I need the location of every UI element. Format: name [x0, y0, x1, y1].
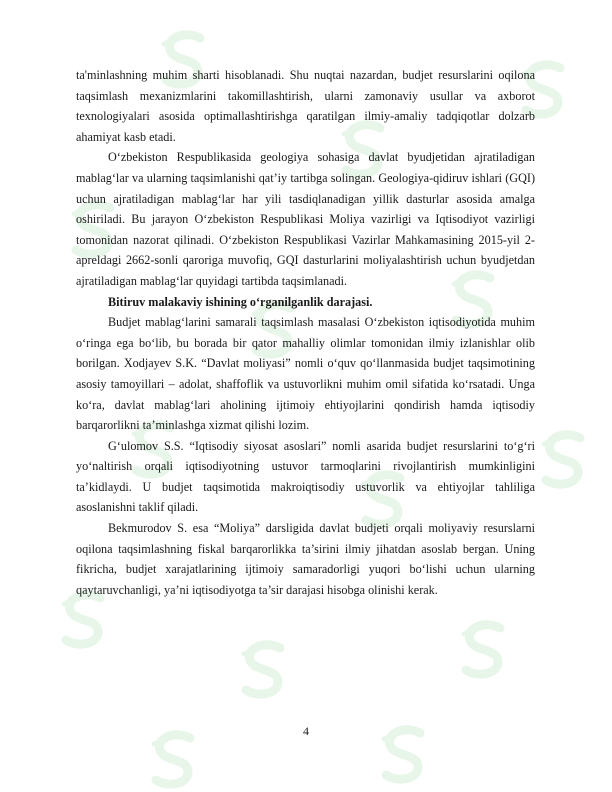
- paragraph-xodjayev: Budjet mablag‘larini samarali taqsimlash masalasi O‘zbekiston iqtisodiyotida muhim o‘ringa ega bo‘lib, bu borada bir qator mahalliy olimlar tomonidan ilmiy izlanishlar olib borilgan. Xodjayev S.K. “Davlat moliyasi” nomli o‘quv qo‘llanmasida budjet taqsimotining asosiy tamoyillari – adolat, shaffoflik va ustuvorlikni muhim omil sifatida ko‘rsatadi. Unga ko‘ra, davlat mablag‘lari aholining ijtimoiy ehtiyojlarini qondirish hamda iqtisodiy barqarorlikni ta’minlashga xizmat qilishi lozim.: [76, 315, 535, 433]
- paragraph-geology-budget: O‘zbekiston Respublikasida geologiya sohasiga davlat byudjetidan ajratiladigan mablag‘lar va ularning taqsimlanishi qat’iy tartibga solingan. Geologiya-qidiruv ishlari (GQI) uchun ajratiladigan mablag‘lar har yili tasdiqlanadigan yillik dasturlar asosida amalga oshiriladi. Bu jarayon O‘zbekiston Respublikasi Moliya vazirligi va Iqtisodiyot vazirligi tomonidan nazorat qilinadi. O‘zbekiston Respublikasi Vazirlar Mahkamasining 2015-yil 2-apreldagi 2662-sonli qaroriga muvofiq, GQI dasturlarini moliyalashtirish uchun byudjetdan ajratiladigan mablag‘lar quyidagi tartibda taqsimlanadi.: [76, 150, 535, 288]
- watermark-logo-icon: [150, 730, 200, 790]
- paragraph-continuation: ta'minlashning muhim sharti hisoblanadi. Shu nuqtai nazardan, budjet resurslarini oqilona taqsimlash mexanizmlarini takomillashtirish, ularni zamonaviy usullar va axborot texnologiyalari asosida optimallashtirishga qaratilgan ilmiy-amaliy tadqiqotlar dolzarb ahamiyat kasb etadi.: [76, 68, 535, 144]
- body-text: [76, 65, 535, 600]
- watermark-logo-icon: [540, 430, 590, 490]
- watermark-logo-icon: [460, 620, 510, 680]
- watermark-logo-icon: [240, 640, 290, 700]
- section-heading: Bitiruv malakaviy ishining o‘rganilganlik darajasi.: [108, 294, 373, 309]
- page-number: 4: [303, 724, 309, 738]
- paragraph-bekmurodov: Bekmurodov S. esa “Moliya” darsligida davlat budjeti orqali moliyaviy resurslarni oqilona taqsimlashning fiskal barqarorlikka ta’sirini ilmiy jihatdan asoslab bergan. Uning fikricha, budjet xarajatlarining ijtimoiy samaradorligi yuqori bo‘lishi uchun ularning qaytaruvchanligi, ya’ni iqtisodiyotga ta’sir darajasi hisobga olinishi kerak.: [76, 521, 535, 597]
- paragraph-gulomov: G‘ulomov S.S. “Iqtisodiy siyosat asoslari” nomli asarida budjet resurslarini to‘g‘ri yo‘naltirish orqali iqtisodiyotning ustuvor tarmoqlarini rivojlantirish mumkinligini ta’kidlaydi. U budjet taqsimotida makroiqtisodiy ustuvorlik va ehtiyojlar tahliliga asoslanishni taklif qiladi.: [76, 438, 535, 515]
